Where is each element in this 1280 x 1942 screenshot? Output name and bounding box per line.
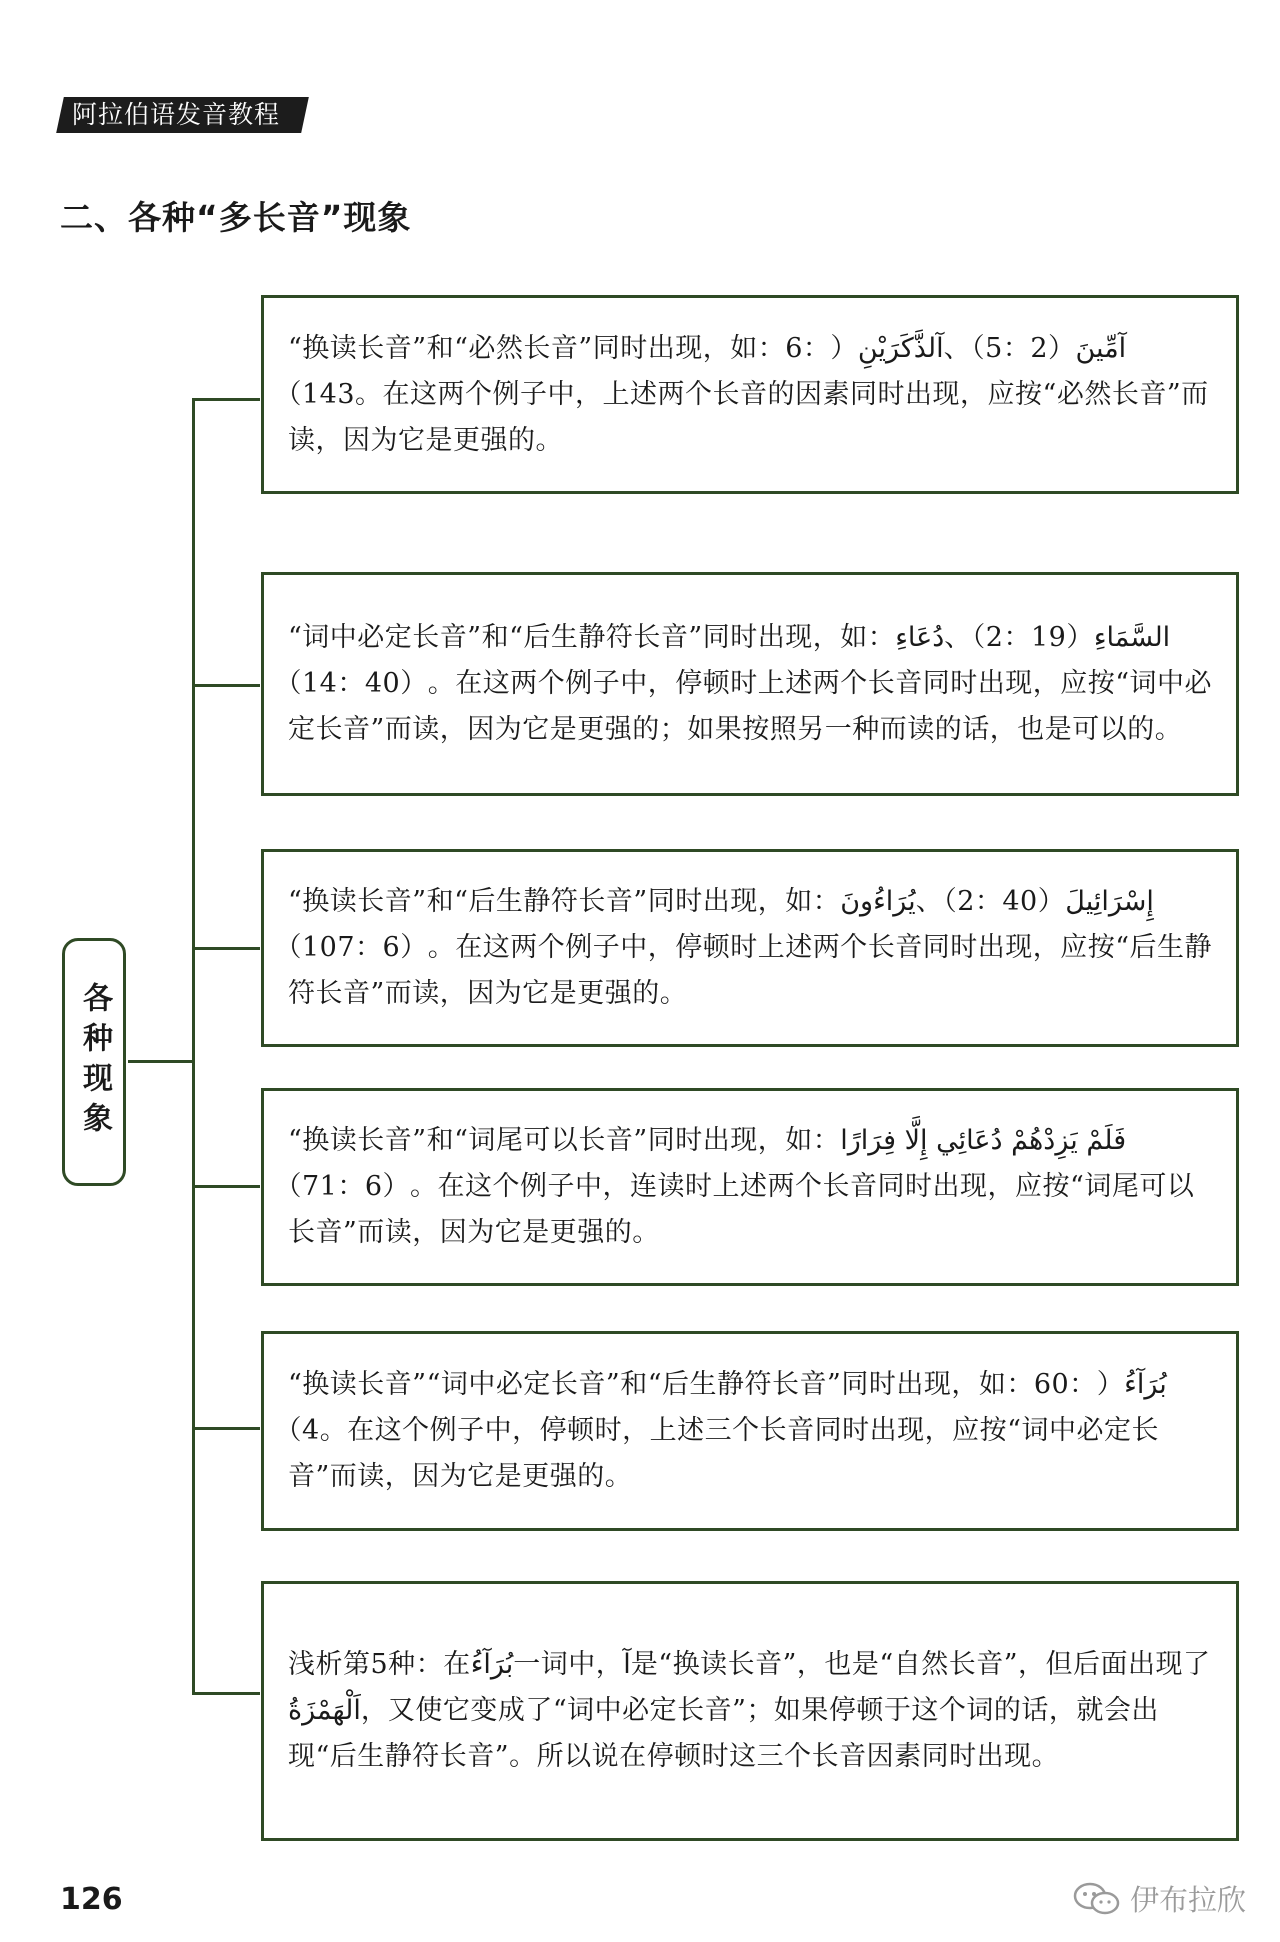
book-title: 阿拉伯语发音教程 <box>72 100 281 129</box>
phenomenon-box-1 <box>261 295 1239 494</box>
root-node-label: 各种现象 <box>77 982 112 1142</box>
branch-connector <box>192 947 260 950</box>
phenomenon-text: “换读长音”和“必然长音”同时出现，如：آمِّينَ（5：2）、آلذَّكَرَيْنِ（6：143）。在这两个例子中，上述两个长音的因素同时出现，应按“必然长音”而读，因为它是更强的。 <box>288 332 1209 456</box>
watermark-text: 伊布拉欣 <box>1129 1883 1246 1917</box>
phenomenon-text: “换读长音”和“后生静符长音”同时出现，如：إِسْرَائِيلَ（2：40）、يُرَاءُونَ（107：6）。在这两个例子中，停顿时上述两个长音同时出现，应按“后生静符长音”而读，因为它是更强的。 <box>288 886 1213 1009</box>
branch-connector <box>192 398 260 401</box>
phenomenon-box-6 <box>261 1581 1239 1841</box>
account-watermark <box>1072 1878 1246 1919</box>
branch-connector <box>192 1692 260 1695</box>
phenomenon-text: “换读长音”和“词尾可以长音”同时出现，如：فَلَمْ يَزِدْهُمْ دُعَائِي إِلَّا فِرَارًا（71：6）。在这个例子中，连读时上述两个长音同时出现，应按“词尾可以长音”而读，因为它是更强的。 <box>288 1125 1195 1248</box>
phenomenon-box-4 <box>261 1088 1239 1286</box>
chat-bubbles-icon <box>1072 1881 1122 1917</box>
root-connector-line <box>128 1060 194 1063</box>
tree-spine-line <box>192 398 195 1693</box>
phenomenon-text: “换读长音”“词中必定长音”和“后生静符长音”同时出现，如：بُرَآءُ（60：4）。在这个例子中，停顿时，上述三个长音同时出现，应按“词中必定长音”而读，因为它是更强的。 <box>288 1369 1167 1492</box>
branch-connector <box>192 1427 260 1430</box>
phenomenon-text: “词中必定长音”和“后生静符长音”同时出现，如：السَّمَاءِ（2：19）、دُعَاءِ（14：40）。在这两个例子中，停顿时上述两个长音同时出现，应按“词中必定长音”而读，因为它是更强的；如果按照另一种而读的话，也是可以的。 <box>288 622 1213 745</box>
page-number: 126 <box>60 1882 123 1917</box>
section-title: 二、各种“多长音”现象 <box>60 198 412 237</box>
phenomenon-box-5 <box>261 1331 1239 1531</box>
phenomenon-box-2 <box>261 572 1239 796</box>
root-node <box>62 938 126 1186</box>
phenomenon-text: 浅析第5种：在بُرَآءُ一词中，آ是“换读长音”，也是“自然长音”，但后面出现了اَلْهَمْزَةُ，又使它变成了“词中必定长音”；如果停顿于这个词的话，就会出现“后生静符长音”。所以说在停顿时这三个长音因素同时出现。 <box>288 1649 1211 1772</box>
branch-connector <box>192 1185 260 1188</box>
branch-connector <box>192 684 260 687</box>
phenomenon-box-3 <box>261 849 1239 1047</box>
book-title-tag <box>56 97 309 133</box>
